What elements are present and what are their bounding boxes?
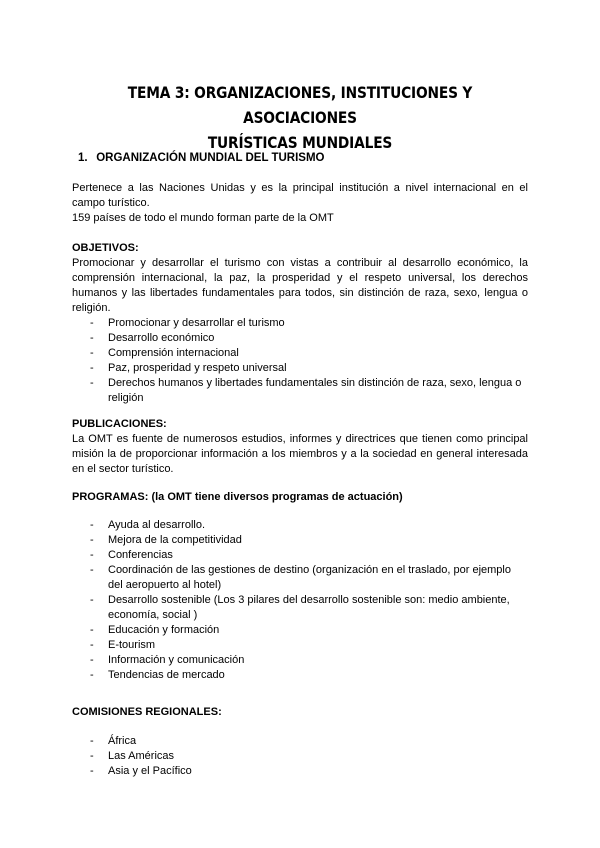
countries-paragraph: 159 países de todo el mundo forman parte de la OMT — [72, 212, 334, 224]
list-item: - Mejora de la competitividad — [90, 534, 242, 546]
section-number: 1. — [78, 152, 88, 164]
intro-paragraph: Pertenece a las Naciones Unidas y es la principal institución a nivel internacional en el campo turístico. — [72, 182, 528, 209]
comisiones-heading: COMISIONES REGIONALES: — [72, 706, 222, 718]
objetivos-list — [72, 316, 528, 406]
list-item: - Conferencias — [90, 549, 173, 561]
list-item: - Coordinación de las gestiones de destino (organización en el traslado, por ejemplo del aeropuerto al hotel) — [90, 564, 511, 591]
list-item: - Educación y formación — [90, 624, 220, 636]
title-line-1: TEMA 3: ORGANIZACIONES, INSTITUCIONES Y ASOCIACIONES — [127, 83, 473, 127]
list-item: - África — [90, 735, 137, 747]
section-heading — [78, 151, 325, 166]
comisiones-block — [72, 705, 528, 779]
list-item: - Información y comunicación — [90, 654, 245, 666]
intro-block — [72, 181, 528, 226]
list-item: - Tendencias de mercado — [90, 669, 225, 681]
list-item: - Derechos humanos y libertades fundamentales sin distinción de raza, sexo, lengua o religión — [90, 377, 522, 404]
list-item: - Desarrollo sostenible (Los 3 pilares del desarrollo sostenible son: medio ambiente, economía, social ) — [90, 594, 510, 621]
list-item: - Paz, prosperidad y respeto universal — [90, 362, 287, 374]
list-item: - Promocionar y desarrollar el turismo — [90, 317, 285, 329]
publicaciones-paragraph: La OMT es fuente de numerosos estudios, informes y directrices que tienen como principal misión la de proporcionar información a los miembros y a la sociedad en general interesada en el sector turístico. — [72, 433, 528, 475]
programas-list — [72, 518, 528, 683]
programas-block — [72, 490, 528, 683]
list-item: - Las Américas — [90, 750, 175, 762]
title-line-2: TURÍSTICAS MUNDIALES — [207, 133, 393, 152]
list-item: - Comprensión internacional — [90, 347, 239, 359]
objetivos-block — [72, 241, 528, 406]
list-item: - E-tourism — [90, 639, 156, 651]
page-title — [94, 80, 507, 155]
comisiones-list — [72, 734, 528, 779]
list-item: - Asia y el Pacífico — [90, 765, 192, 777]
publicaciones-heading: PUBLICACIONES: — [72, 418, 167, 430]
objetivos-paragraph: Promocionar y desarrollar el turismo con vistas a contribuir al desarrollo económico, la comprensión internacional, la paz, la prosperidad y el respeto universal, los derechos humanos y las libertades fundamentales para todos, sin distinción de raza, sexo, lengua o religión. — [72, 257, 528, 314]
list-item: - Ayuda al desarrollo. — [90, 519, 206, 531]
programas-heading: PROGRAMAS: (la OMT tiene diversos programas de actuación) — [72, 491, 403, 503]
objetivos-heading: OBJETIVOS: — [72, 242, 139, 254]
publicaciones-block — [72, 417, 528, 477]
section-heading-text: ORGANIZACIÓN MUNDIAL DEL TURISMO — [96, 152, 325, 164]
list-item: - Desarrollo económico — [90, 332, 215, 344]
